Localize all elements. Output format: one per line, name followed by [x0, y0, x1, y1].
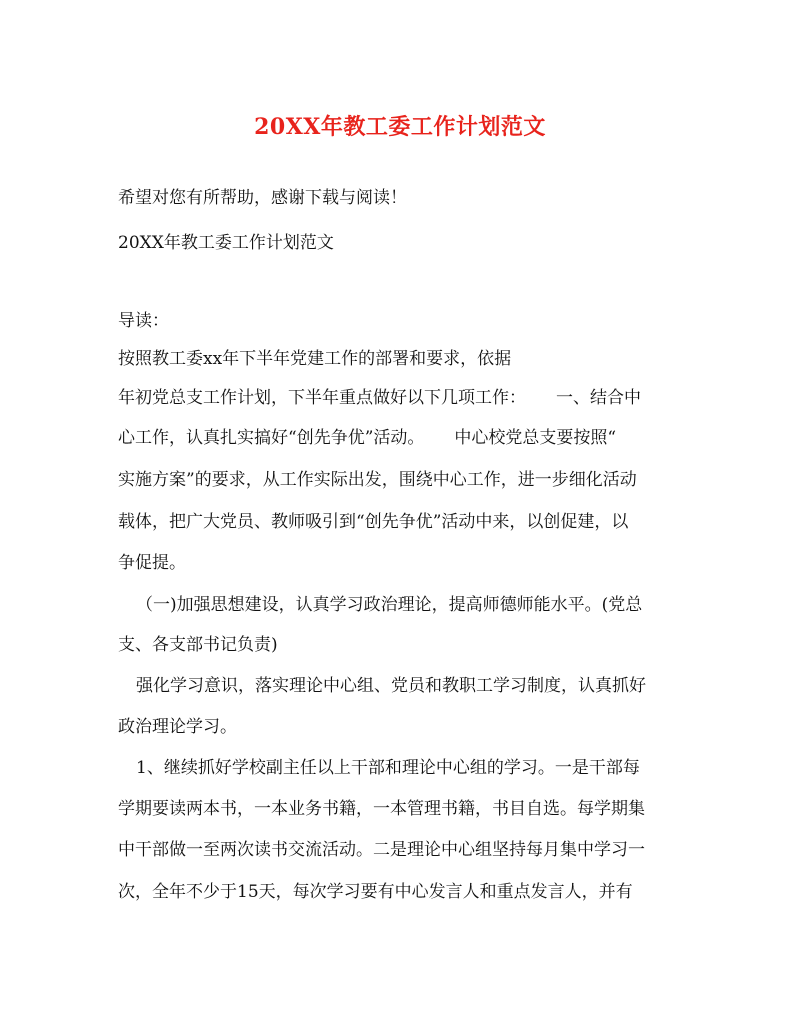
- body-line: 中干部做一至两次读书交流活动。二是理论中心组坚持每月集中学习一: [118, 840, 645, 860]
- body-line: 1、继续抓好学校副主任以上干部和理论中心组的学习。一是干部每: [136, 758, 640, 778]
- body-line-part: 年初党总支工作计划，下半年重点做好以下几项工作：: [118, 388, 526, 408]
- body-line: 强化学习意识，落实理论中心组、党员和教职工学习制度，认真抓好: [136, 676, 646, 696]
- body-line-part: 一、结合中: [556, 388, 641, 408]
- body-line: 载体，把广大党员、教师吸引到“创先争优”活动中来，以创促建，以: [118, 512, 629, 532]
- body-line: 学期要读两本书，一本业务书籍，一本管理书籍，书目自选。每学期集: [118, 799, 645, 819]
- body-line: [118, 386, 641, 410]
- body-line-part: 中心校党总支要按照“: [454, 428, 617, 448]
- body-line: 政治理论学习。: [118, 717, 237, 737]
- document-title: 20XX年教工委工作计划范文: [254, 114, 546, 140]
- intro-line-subtitle: 20XX年教工委工作计划范文: [118, 233, 334, 253]
- body-line: [118, 426, 616, 450]
- body-line: 按照教工委xx年下半年党建工作的部署和要求，依据: [118, 349, 512, 369]
- body-line: 支、各支部书记负责): [118, 635, 278, 655]
- body-line: 实施方案”的要求，从工作实际出发，围绕中心工作，进一步细化活动: [118, 470, 637, 490]
- body-line-part: 心工作，认真扎实搞好“创先争优”活动。: [118, 428, 425, 448]
- body-line: 次，全年不少于15天，每次学习要有中心发言人和重点发言人，并有: [118, 882, 633, 902]
- body-line: （一)加强思想建设，认真学习政治理论，提高师德师能水平。(党总: [136, 595, 643, 615]
- body-line: 争促提。: [118, 553, 186, 573]
- intro-line-thanks: 希望对您有所帮助，感谢下载与阅读！: [118, 188, 407, 208]
- lead-label: 导读：: [118, 311, 169, 331]
